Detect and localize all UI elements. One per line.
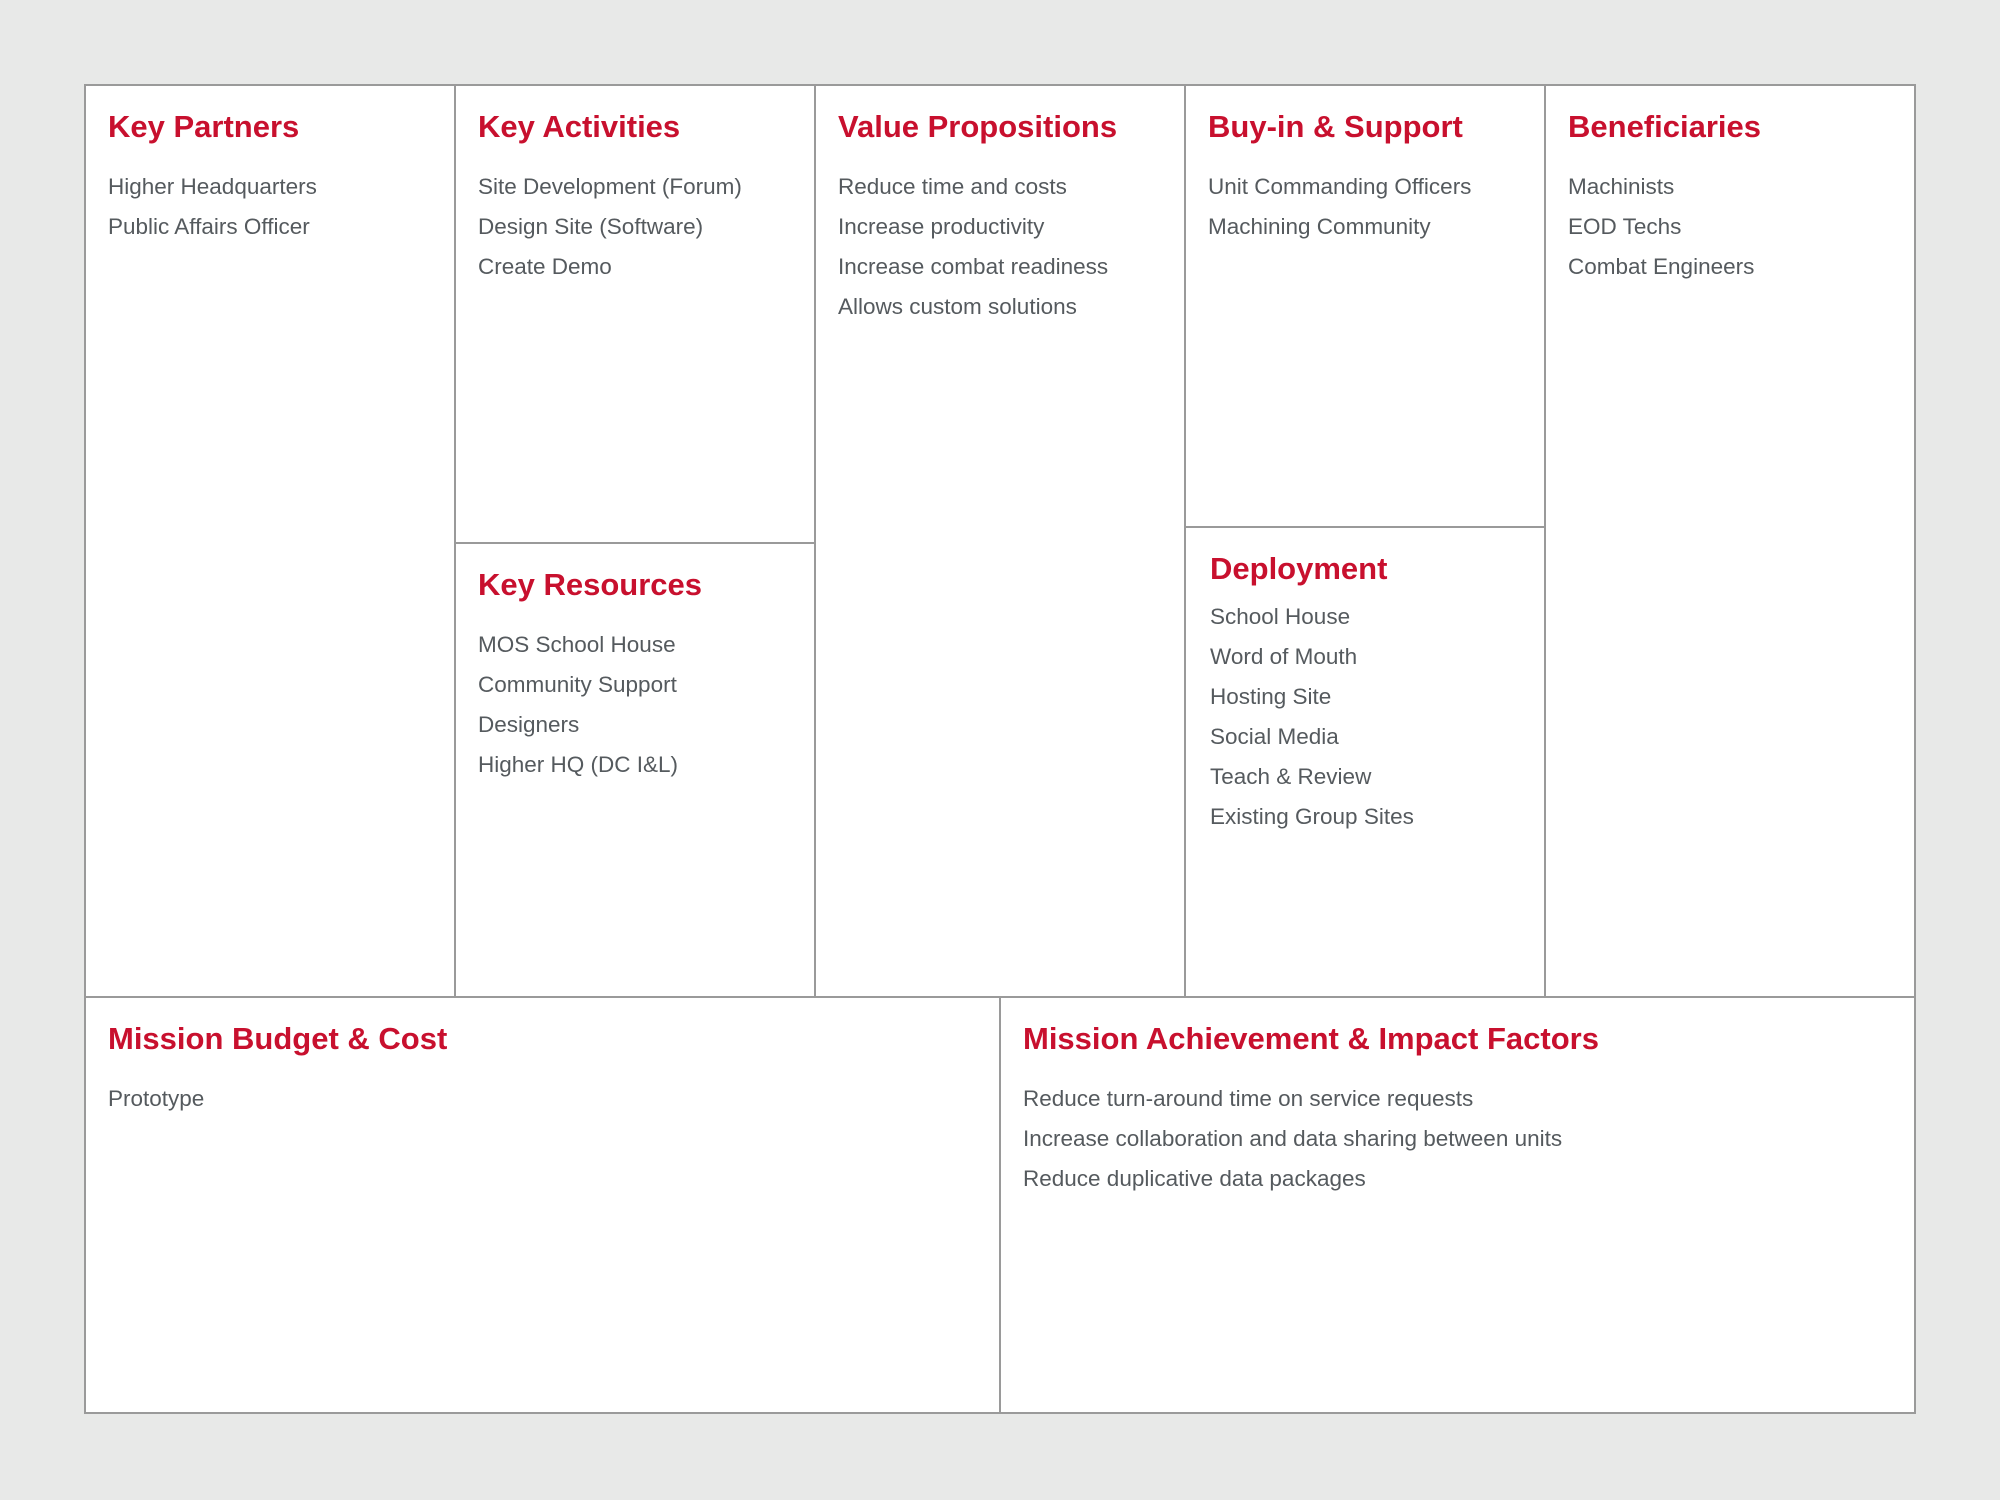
mission-budget-title: Mission Budget & Cost [108,1021,448,1056]
value-propositions-section [816,86,1186,998]
list-item: EOD Techs [1568,214,1682,240]
mission-budget-section [86,998,1001,1414]
value-propositions-title: Value Propositions [838,109,1118,144]
buy-in-support-list [1208,167,1524,247]
value-propositions-list [838,167,1164,327]
list-item: Prototype [108,1086,205,1112]
list-item: Designers [478,712,580,738]
list-item: MOS School House [478,632,676,658]
list-item: Machinists [1568,174,1675,200]
list-item: Community Support [478,672,677,698]
list-item: Combat Engineers [1568,254,1755,280]
list-item: Create Demo [478,254,612,280]
key-activities-title: Key Activities [478,109,681,144]
list-item: Reduce time and costs [838,174,1067,200]
divider [1186,526,1546,528]
buy-in-support-title: Buy-in & Support [1208,109,1463,144]
divider [456,542,816,544]
list-item: Reduce turn-around time on service requests [1023,1086,1474,1112]
key-partners-title: Key Partners [108,109,300,144]
buy-in-support-section [1186,86,1546,528]
beneficiaries-list [1568,167,1894,287]
mission-achievement-section [1001,998,1916,1414]
list-item: Site Development (Forum) [478,174,742,200]
deployment-section [1186,528,1546,998]
list-item: Increase collaboration and data sharing between units [1023,1126,1563,1152]
list-item: Higher HQ (DC I&L) [478,752,679,778]
list-item: Machining Community [1208,214,1431,240]
key-partners-section [86,86,456,998]
list-item: Increase productivity [838,214,1045,240]
list-item: School House [1210,604,1351,630]
list-item: Social Media [1210,724,1339,750]
list-item: Increase combat readiness [838,254,1109,280]
mission-achievement-list [1023,1079,1894,1199]
divider [999,998,1001,1414]
list-item: Teach & Review [1210,764,1372,790]
list-item: Design Site (Software) [478,214,704,240]
deployment-title: Deployment [1210,551,1388,586]
list-item: Word of Mouth [1210,644,1358,670]
key-resources-list [478,625,794,785]
divider [1184,86,1186,998]
key-resources-title: Key Resources [478,567,703,602]
key-partners-list [108,167,434,247]
mission-model-canvas [84,84,1916,1414]
list-item: Unit Commanding Officers [1208,174,1472,200]
key-activities-list [478,167,794,287]
list-item: Existing Group Sites [1210,804,1414,830]
key-resources-section [456,544,816,998]
mission-achievement-title: Mission Achievement & Impact Factors [1023,1021,1599,1056]
mission-budget-list [108,1079,979,1119]
key-activities-section [456,86,816,544]
divider [1544,86,1546,998]
beneficiaries-title: Beneficiaries [1568,109,1761,144]
deployment-list [1210,597,1524,837]
beneficiaries-section [1546,86,1916,998]
list-item: Allows custom solutions [838,294,1077,320]
list-item: Public Affairs Officer [108,214,310,240]
list-item: Hosting Site [1210,684,1332,710]
list-item: Reduce duplicative data packages [1023,1166,1366,1192]
list-item: Higher Headquarters [108,174,317,200]
